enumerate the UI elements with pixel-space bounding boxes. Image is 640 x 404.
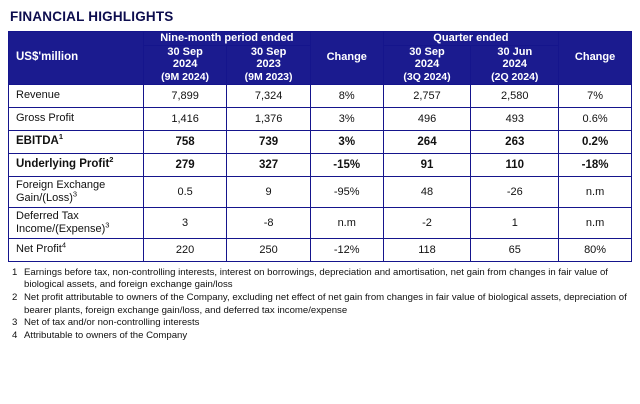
row-cell: 0.2%	[559, 130, 632, 153]
table-header-group-row	[9, 32, 632, 46]
row-label-text: Underlying Profit	[16, 158, 110, 171]
footnote-text: Net of tax and/or non-controlling interests	[24, 317, 200, 329]
row-cell: n.m	[559, 207, 632, 238]
row-cell: 758	[143, 130, 226, 153]
row-cell: 118	[383, 238, 471, 261]
column-header-unit: US$'million	[9, 32, 144, 85]
column-header-9m-2024-line2: 2024	[172, 58, 198, 71]
column-header-9m-2023	[227, 45, 311, 84]
row-label-footnote-ref: 2	[109, 155, 114, 165]
column-header-9m-2024-line1: 30 Sep	[167, 45, 203, 58]
footnote-text: Attributable to owners of the Company	[24, 329, 188, 341]
row-cell: 3	[143, 207, 226, 238]
footnote-item	[12, 317, 632, 330]
column-header-change-ninemonth: Change	[310, 32, 383, 85]
footnotes	[12, 267, 632, 343]
row-cell: 327	[227, 153, 311, 176]
row-cell: 7,899	[143, 84, 226, 107]
row-cell: 8%	[310, 84, 383, 107]
column-header-9m-2024-line3: (9M 2024)	[161, 70, 210, 83]
row-label	[9, 153, 144, 176]
row-label	[9, 84, 144, 107]
footnote-text: Earnings before tax, non-controlling interests, interest on borrowings, depreciation and amortisation, net gain from changes in fair value of biological assets, and foreign exchange gain/loss	[24, 266, 608, 291]
column-header-change-quarter: Change	[559, 32, 632, 85]
row-cell: 0.5	[143, 176, 226, 207]
row-cell: 0.6%	[559, 107, 632, 130]
column-group-nine-month: Nine-month period ended	[143, 32, 310, 46]
column-header-9m-2023-line3: (9M 2023)	[244, 70, 293, 83]
row-cell: 250	[227, 238, 311, 261]
column-header-2q-2024-line2: 2024	[502, 58, 528, 71]
row-cell: -26	[471, 176, 559, 207]
row-label-text: Deferred Tax Income/(Expense)	[16, 210, 106, 235]
table-header	[9, 32, 632, 85]
table-row	[9, 84, 632, 107]
footnote-item	[12, 330, 632, 343]
column-header-3q-2024-line1: 30 Sep	[409, 45, 445, 58]
row-label-text: Foreign Exchange Gain/(Loss)	[16, 179, 106, 204]
row-cell: 493	[471, 107, 559, 130]
footnote-item	[12, 292, 632, 317]
row-cell: 496	[383, 107, 471, 130]
footnote-number: 3	[12, 317, 18, 329]
row-cell: 110	[471, 153, 559, 176]
row-cell: 1,416	[143, 107, 226, 130]
row-cell: 263	[471, 130, 559, 153]
row-cell: -95%	[310, 176, 383, 207]
table-row	[9, 238, 632, 261]
row-label	[9, 130, 144, 153]
footnote-number: 1	[12, 266, 18, 278]
row-cell: 7%	[559, 84, 632, 107]
row-cell: 48	[383, 176, 471, 207]
row-cell: -12%	[310, 238, 383, 261]
row-label	[9, 207, 144, 238]
column-group-quarter: Quarter ended	[383, 32, 559, 46]
row-label-text: Revenue	[16, 89, 61, 102]
row-cell: n.m	[310, 207, 383, 238]
column-header-3q-2024-line2: 2024	[414, 58, 440, 71]
row-label-text: Gross Profit	[16, 112, 75, 125]
row-label-footnote-ref: 3	[72, 188, 78, 198]
financial-highlights-table	[8, 31, 632, 262]
row-cell: -15%	[310, 153, 383, 176]
row-label-footnote-ref: 3	[105, 219, 110, 229]
row-cell: -18%	[559, 153, 632, 176]
column-header-2q-2024	[471, 45, 559, 84]
column-header-9m-2023-line2: 2023	[256, 58, 281, 71]
row-label	[9, 238, 144, 261]
row-label-text: EBITDA	[16, 135, 59, 148]
footnote-item	[12, 267, 632, 292]
row-label-footnote-ref: 1	[58, 132, 63, 142]
row-cell: 7,324	[227, 84, 311, 107]
row-cell: n.m	[559, 176, 632, 207]
row-cell: 279	[143, 153, 226, 176]
row-cell: 1	[471, 207, 559, 238]
row-cell: -2	[383, 207, 471, 238]
column-header-9m-2023-line1: 30 Sep	[250, 45, 287, 58]
row-cell: 220	[143, 238, 226, 261]
row-cell: 80%	[559, 238, 632, 261]
table-row	[9, 130, 632, 153]
row-label-footnote-ref: 4	[61, 240, 67, 250]
column-header-2q-2024-line3: (2Q 2024)	[491, 70, 539, 83]
row-cell: 264	[383, 130, 471, 153]
row-cell: 3%	[310, 107, 383, 130]
row-cell: 2,757	[383, 84, 471, 107]
row-label-text: Net Profit	[16, 243, 62, 256]
row-cell: -8	[227, 207, 311, 238]
row-cell: 3%	[310, 130, 383, 153]
table-row	[9, 207, 632, 238]
row-cell: 91	[383, 153, 471, 176]
table-row	[9, 153, 632, 176]
column-header-3q-2024	[383, 45, 471, 84]
row-cell: 65	[471, 238, 559, 261]
column-header-9m-2024	[143, 45, 226, 84]
footnote-text: Net profit attributable to owners of the Company, excluding net effect of net gain from changes in fair value of biological assets, depreciation of bearer plants, foreign exchange gain/loss, and deferred tax income/expense	[24, 291, 627, 316]
table-body	[9, 84, 632, 261]
row-cell: 1,376	[227, 107, 311, 130]
table-row	[9, 107, 632, 130]
table-row	[9, 176, 632, 207]
row-cell: 9	[227, 176, 311, 207]
footnote-number: 4	[12, 329, 18, 341]
footnote-number: 2	[12, 291, 18, 303]
page-title: FINANCIAL HIGHLIGHTS	[10, 9, 174, 24]
row-cell: 739	[227, 130, 311, 153]
row-cell: 2,580	[471, 84, 559, 107]
column-header-3q-2024-line3: (3Q 2024)	[403, 70, 451, 83]
row-label	[9, 176, 144, 207]
column-header-2q-2024-line1: 30 Jun	[497, 45, 533, 58]
row-label	[9, 107, 144, 130]
